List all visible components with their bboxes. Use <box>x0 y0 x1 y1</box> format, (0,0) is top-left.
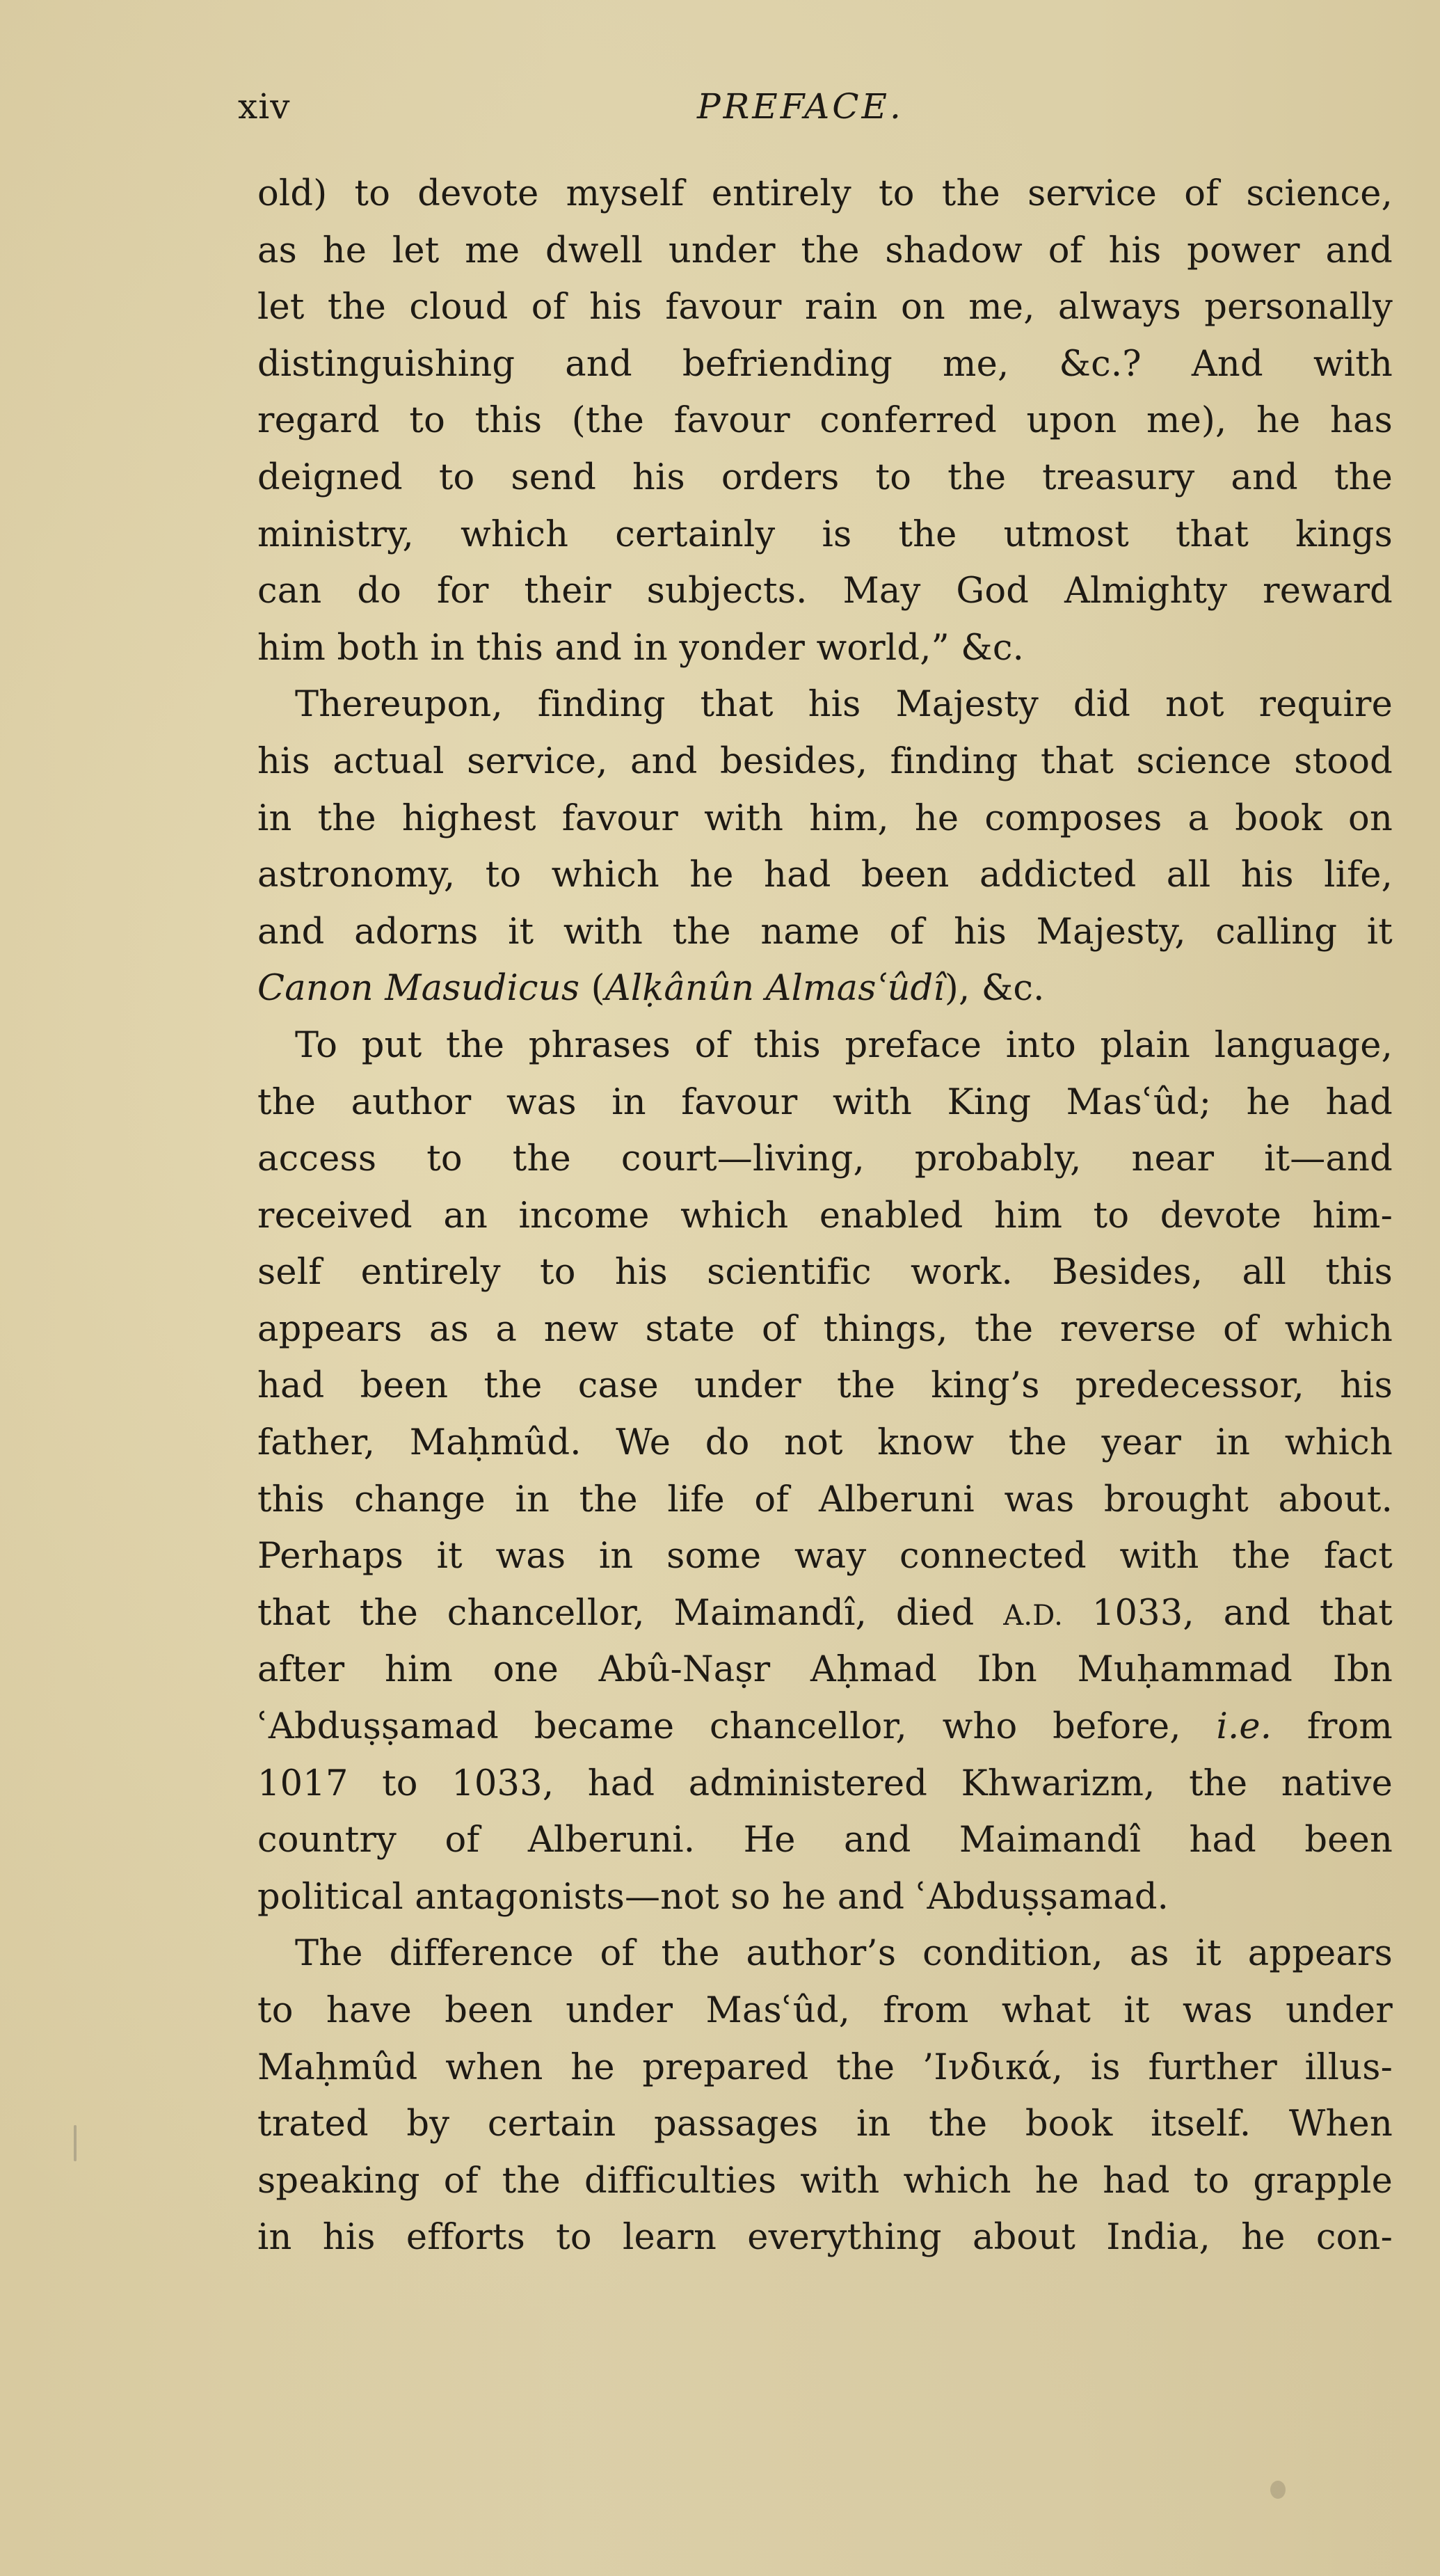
text-run: that the chancellor, Maimandî, died <box>257 1592 1004 1634</box>
paper-speck <box>1270 2481 1286 2499</box>
text-line: and adorns it with the name of his Majesty, calling it <box>257 911 1393 953</box>
paragraph-start-line: To put the phrases of this preface into plain language, <box>295 1024 1393 1066</box>
text-line: in the highest favour with him, he composes a book on <box>257 797 1393 839</box>
page-number: xiv <box>238 86 291 127</box>
paren-close: ), &c. <box>944 968 1045 1010</box>
text-line: Perhaps it was in some way connected with the fact <box>257 1536 1393 1577</box>
body-text <box>257 166 1393 2266</box>
text-line: access to the court—living, probably, near it—and <box>257 1138 1393 1180</box>
text-line: had been the case under the king’s predecessor, his <box>257 1365 1393 1407</box>
text-line-ie <box>257 1699 1393 1756</box>
text-line-date <box>257 1585 1393 1642</box>
arabic-title: Alḳânûn Almasʿûdî <box>605 968 945 1010</box>
text-line: can do for their subjects. May God Almighty reward <box>257 571 1393 612</box>
text-line: distinguishing and befriending me, &c.? And with <box>257 343 1393 385</box>
text-line: old) to devote myself entirely to the service of science, <box>257 173 1393 214</box>
text-run: 1033, and that <box>1063 1592 1393 1634</box>
text-line: 1017 to 1033, had administered Khwarizm, the native <box>257 1763 1393 1804</box>
text-line: trated by certain passages in the book itself. When <box>257 2104 1393 2145</box>
small-caps-era: A.D. <box>1003 1599 1064 1632</box>
running-head: PREFACE. <box>697 86 904 127</box>
text-run: from <box>1272 1706 1393 1748</box>
text-line: received an income which enabled him to devote him- <box>257 1195 1393 1237</box>
text-line: in his efforts to learn everything about India, he con- <box>257 2217 1393 2259</box>
paragraph-start-line: Thereupon, finding that his Majesty did not require <box>295 684 1393 726</box>
text-line: Maḥmûd when he prepared the ’Ινδικά, is further illus- <box>257 2046 1393 2088</box>
text-line: regard to this (the favour conferred upon me), he has <box>257 400 1393 442</box>
margin-mark <box>74 2125 77 2161</box>
text-line: as he let me dwell under the shadow of his power and <box>257 230 1393 271</box>
italic-abbrev: i.e. <box>1216 1706 1272 1748</box>
text-run: ʿAbduṣṣamad became chancellor, who before, <box>257 1706 1217 1748</box>
text-line: this change in the life of Alberuni was brought about. <box>257 1479 1393 1520</box>
text-line: father, Maḥmûd. We do not know the year in which <box>257 1422 1393 1464</box>
text-line: after him one Abû-Naṣr Aḥmad Ibn Muḥammad Ibn <box>257 1649 1393 1691</box>
latin-title: Canon Masudicus <box>257 968 580 1010</box>
text-line: speaking of the difficulties with which he had to grapple <box>257 2160 1393 2202</box>
text-line: political antagonists—not so he and ʿAbduṣṣamad. <box>257 1876 1169 1918</box>
page-header <box>238 82 1421 131</box>
text-line: to have been under Masʿûd, from what it was under <box>257 1990 1393 2031</box>
text-line: country of Alberuni. He and Maimandî had been <box>257 1820 1393 1861</box>
text-line-book-title <box>257 960 1393 1017</box>
text-line: astronomy, to which he had been addicted all his life, <box>257 854 1393 896</box>
paragraph-start-line: The difference of the author’s condition, as it appears <box>295 1933 1393 1975</box>
paren-open: ( <box>579 968 605 1010</box>
text-line: deigned to send his orders to the treasury and the <box>257 456 1393 498</box>
text-line: appears as a new state of things, the reverse of which <box>257 1308 1393 1350</box>
text-line: the author was in favour with King Masʿûd; he had <box>257 1081 1393 1123</box>
text-line: ministry, which certainly is the utmost that kings <box>257 514 1393 555</box>
text-line: let the cloud of his favour rain on me, always personally <box>257 287 1393 328</box>
text-line: self entirely to his scientific work. Besides, all this <box>257 1252 1393 1294</box>
text-line: his actual service, and besides, finding that science stood <box>257 740 1393 782</box>
text-line: him both in this and in yonder world,” &c. <box>257 627 1025 669</box>
